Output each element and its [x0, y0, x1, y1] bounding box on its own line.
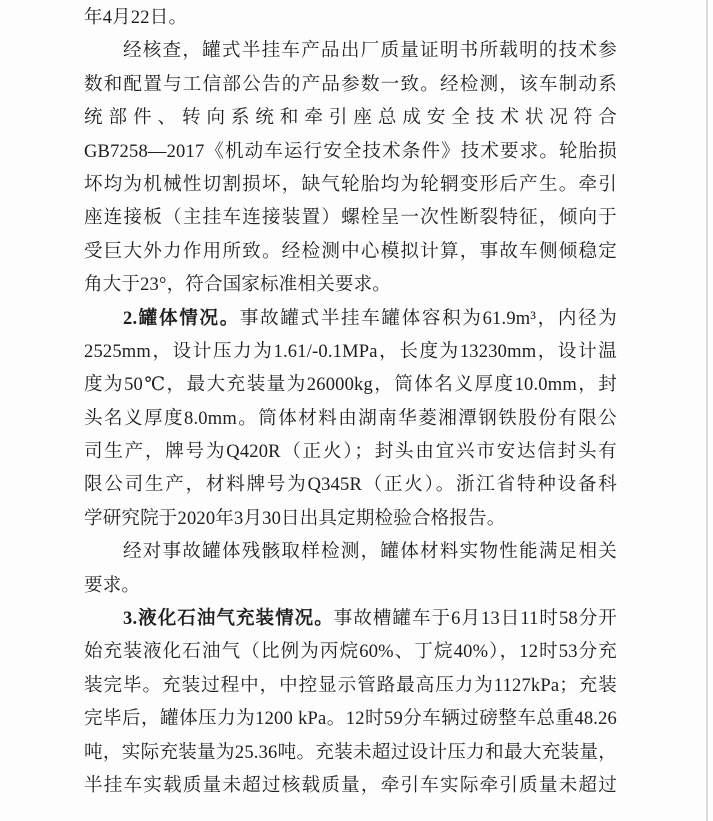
text-line [84, 636, 617, 669]
text-line [84, 303, 617, 336]
text-line [84, 436, 617, 469]
page-edge-line [706, 0, 708, 821]
text-line [84, 102, 617, 135]
text-line [84, 770, 617, 803]
text-segment: 限公司生产，材料牌号为Q345R（正火）。浙江省特种设备科 [84, 475, 617, 496]
text-segment: 座连接板（主挂车连接装置）螺栓呈一次性断裂特征，倾向于 [84, 208, 617, 229]
text-segment: 数和配置与工信部公告的产品参数一致。经检测，该车制动系 [84, 74, 617, 95]
text-line [84, 703, 617, 736]
text-line [84, 236, 617, 269]
text-line [84, 570, 617, 603]
text-line [84, 69, 617, 102]
text-line [84, 737, 617, 770]
bold-text-segment: 2.罐体情况。 [123, 308, 240, 329]
text-line [84, 403, 617, 436]
text-line [84, 369, 617, 402]
text-segment: 坏均为机械性切割损坏，缺气轮胎均为轮辋变形后产生。牵引 [84, 174, 617, 195]
text-line [84, 469, 617, 502]
document-text [84, 2, 617, 803]
text-line [84, 670, 617, 703]
text-line [84, 169, 617, 202]
text-segment: 始充装液化石油气（比例为丙烷60%、丁烷40%），12时53分充 [84, 642, 617, 663]
text-segment: 头名义厚度8.0mm。筒体材料由湖南华菱湘潭钢铁股份有限公 [84, 408, 617, 429]
text-line [84, 503, 617, 536]
text-line [84, 269, 617, 302]
text-segment: 2525mm，设计压力为1.61/-0.1MPa，长度为13230mm，设计温 [84, 341, 617, 362]
text-segment: 经对事故罐体残骸取样检测，罐体材料实物性能满足相关 [123, 542, 617, 563]
text-segment: 完毕后，罐体压力为1200 kPa。12时59分车辆过磅整车总重48.26 [84, 709, 617, 730]
bold-text-segment: 3.液化石油气充装情况。 [123, 609, 334, 630]
text-line [84, 2, 617, 35]
text-segment: 半挂车实载质量未超过核载质量，牵引车实际牵引质量未超过 [84, 775, 617, 796]
text-segment: 统部件、转向系统和牵引座总成安全技术状况符合 [84, 108, 617, 129]
text-segment: 角大于23°，符合国家标准相关要求。 [84, 275, 391, 296]
text-segment: 年4月22日。 [84, 8, 188, 28]
text-segment: 吨，实际充装量为25.36吨。充装未超过设计压力和最大充装量， [84, 742, 617, 763]
text-segment: 经核查，罐式半挂车产品出厂质量证明书所载明的技术参 [123, 41, 617, 62]
text-segment: 事故罐式半挂车罐体容积为61.9m³，内径为 [239, 308, 617, 329]
text-segment: 装完毕。充装过程中，中控显示管路最高压力为1127kPa；充装 [84, 675, 617, 696]
text-segment: 司生产，牌号为Q420R（正火）；封头由宜兴市安达信封头有 [84, 442, 617, 463]
text-line [84, 536, 617, 569]
text-line [84, 136, 617, 169]
text-segment: 要求。 [84, 575, 141, 596]
text-line [84, 202, 617, 235]
text-segment: GB7258—2017《机动车运行安全技术条件》技术要求。轮胎损 [84, 141, 617, 162]
text-segment: 受巨大外力作用所致。经检测中心模拟计算，事故车侧倾稳定 [84, 241, 617, 262]
text-line [84, 603, 617, 636]
text-line [84, 35, 617, 68]
text-segment: 学研究院于2020年3月30日出具定期检验合格报告。 [84, 508, 506, 529]
text-line [84, 336, 617, 369]
text-segment: 事故槽罐车于6月13日11时58分开 [333, 609, 617, 630]
text-segment: 度为50℃，最大充装量为26000kg，筒体名义厚度10.0mm，封 [84, 375, 617, 396]
